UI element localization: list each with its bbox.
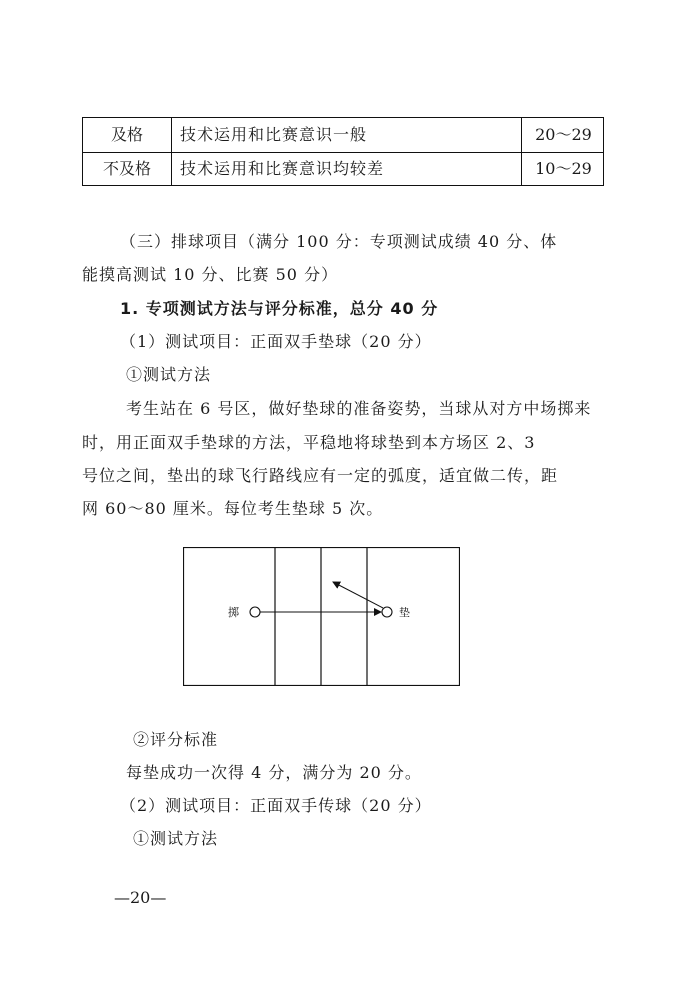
pass-arrow	[333, 582, 383, 608]
grade-cell: 不及格	[102, 159, 151, 178]
subsection-title: 1. 专项测试方法与评分标准，总分 40 分	[120, 299, 439, 318]
score-table	[82, 117, 604, 186]
page-number: —20—	[114, 888, 167, 907]
table-row	[83, 118, 603, 153]
score-cell: 10～29	[521, 152, 605, 186]
score-cell: 20～29	[521, 118, 605, 152]
description-cell: 技术运用和比赛意识均较差	[171, 152, 609, 186]
section-heading-line1: （三）排球项目（满分 100 分：专项测试成绩 40 分、体	[120, 232, 558, 251]
volleyball-court-diagram	[183, 547, 460, 686]
passer-marker	[382, 607, 392, 617]
scoring-heading: ②评分标准	[133, 730, 219, 749]
pass-label: 垫	[399, 606, 410, 619]
grade-cell: 及格	[110, 125, 143, 144]
throw-label: 掷	[228, 606, 239, 619]
scoring-text: 每垫成功一次得 4 分，满分为 20 分。	[126, 763, 422, 782]
paragraph-line: 时，用正面双手垫球的方法，平稳地将球垫到本方场区 2、3	[82, 433, 536, 452]
table-row	[83, 152, 603, 186]
method-heading-1: ①测试方法	[126, 365, 212, 384]
method-heading-2: ①测试方法	[133, 829, 219, 848]
paragraph-line: 网 60～80 厘米。每位考生垫球 5 次。	[82, 499, 384, 518]
paragraph-line: 考生站在 6 号区，做好垫球的准备姿势，当球从对方中场掷来	[126, 399, 592, 418]
description-cell: 技术运用和比赛意识一般	[171, 118, 609, 152]
thrower-marker	[250, 607, 260, 617]
paragraph-line: 号位之间，垫出的球飞行路线应有一定的弧度，适宜做二传，距	[82, 466, 559, 485]
test-item-1: （1）测试项目：正面双手垫球（20 分）	[120, 332, 432, 351]
test-item-2: （2）测试项目：正面双手传球（20 分）	[120, 796, 432, 815]
section-heading-line2: 能摸高测试 10 分、比赛 50 分）	[82, 265, 339, 284]
